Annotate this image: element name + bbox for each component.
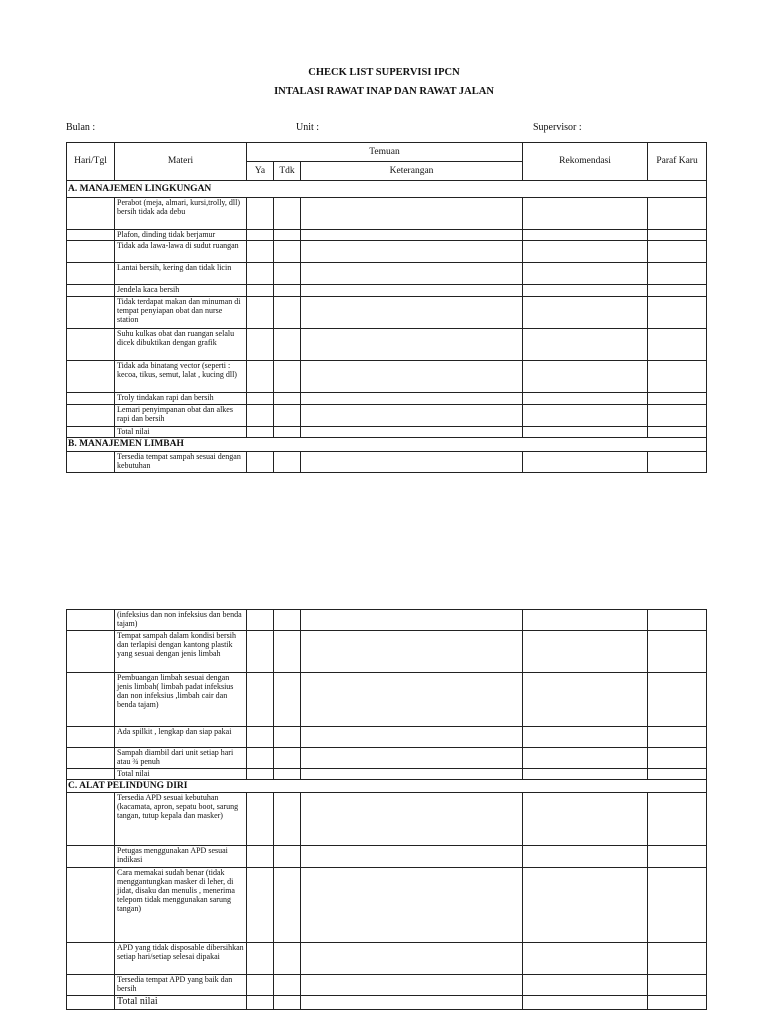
table-row: [67, 727, 707, 748]
bulan-label: Bulan :: [66, 122, 96, 133]
total-nilai-cell: Total nilai: [115, 427, 247, 438]
materi-cell: Pembuangan limbah sesuai dengan jenis limbah( limbah padat infeksius dan non infeksius ,limbah cair dan benda tajam): [115, 673, 247, 727]
table-row: [67, 230, 707, 241]
header-ya: Ya: [247, 162, 274, 181]
table-row: [67, 361, 707, 393]
checklist-table-page-1: [66, 142, 707, 473]
table-row: [67, 427, 707, 438]
table-row: [67, 452, 707, 473]
header-hari-tgl: Hari/Tgl: [67, 143, 115, 181]
table-row: [67, 610, 707, 631]
materi-cell: Tidak ada binatang vector (seperti : kecoa, tikus, semut, lalat , kucing dll): [115, 361, 247, 393]
materi-cell: Jendela kaca bersih: [115, 285, 247, 297]
checklist-table-page-2: [66, 609, 707, 1010]
table-row: [67, 198, 707, 230]
table-row: [67, 241, 707, 263]
materi-cell: (infeksius dan non infeksius dan benda tajam): [115, 610, 247, 631]
table-row: [67, 748, 707, 769]
table-row: [67, 297, 707, 329]
header-paraf-karu: Paraf Karu: [648, 143, 707, 181]
header-keterangan: Keterangan: [301, 162, 523, 181]
materi-cell: Sampah diambil dari unit setiap hari atau ¾ penuh: [115, 748, 247, 769]
unit-label: Unit :: [296, 122, 320, 133]
materi-cell: Petugas menggunakan APD sesuai indikasi: [115, 846, 247, 868]
table-row: [67, 263, 707, 285]
table-row: [67, 405, 707, 427]
table-row: [67, 868, 707, 943]
table-row: [67, 673, 707, 727]
materi-cell: Tempat sampah dalam kondisi bersih dan terlapisi dengan kantong plastik yang sesuai dengan jenis limbah: [115, 631, 247, 673]
materi-cell: Plafon, dinding tidak berjamur: [115, 230, 247, 241]
supervisor-label: Supervisor :: [533, 122, 582, 133]
materi-cell: Tersedia tempat sampah sesuai dengan kebutuhan: [115, 452, 247, 473]
header-rekomendasi: Rekomendasi: [523, 143, 648, 181]
materi-cell: Lantai bersih, kering dan tidak licin: [115, 263, 247, 285]
table-row: [67, 769, 707, 780]
table-row: [67, 793, 707, 846]
materi-cell: Ada spilkit , lengkap dan siap pakai: [115, 727, 247, 748]
materi-cell: Tidak terdapat makan dan minuman di tempat penyiapan obat dan nurse station: [115, 297, 247, 329]
table-row: [67, 975, 707, 996]
materi-cell: Lemari penyimpanan obat dan alkes rapi dan bersih: [115, 405, 247, 427]
table-row: [67, 393, 707, 405]
materi-cell: Tidak ada lawa-lawa di sudut ruangan: [115, 241, 247, 263]
materi-cell: Tersedia APD sesuai kebutuhan (kacamata, apron, sepatu boot, sarung tangan, tutup kepala dan masker): [115, 793, 247, 846]
materi-cell: Perabot (meja, almari, kursi,trolly, dll) bersih tidak ada debu: [115, 198, 247, 230]
materi-cell: APD yang tidak disposable dibersihkan setiap hari/setiap selesai dipakai: [115, 943, 247, 975]
document-title: CHECK LIST SUPERVISI IPCN: [308, 67, 460, 78]
header-materi: Materi: [115, 143, 247, 181]
section-a-heading: A. MANAJEMEN LINGKUNGAN: [67, 181, 707, 198]
header-temuan: Temuan: [247, 143, 523, 162]
table-row: [67, 285, 707, 297]
table-row: [67, 631, 707, 673]
materi-cell: Cara memakai sudah benar (tidak menggantungkan masker di leher, di jidat, disaku dan menulis , menerima telepom tidak menggunakan sarung tangan): [115, 868, 247, 943]
table-row: [67, 943, 707, 975]
total-nilai-cell: Total nilai: [115, 996, 247, 1010]
materi-cell: Tersedia tempat APD yang baik dan bersih: [115, 975, 247, 996]
total-nilai-cell: Total nilai: [115, 769, 247, 780]
materi-cell: Troly tindakan rapi dan bersih: [115, 393, 247, 405]
section-b-heading: B. MANAJEMEN LIMBAH: [67, 438, 707, 452]
section-c-heading: C. ALAT PELINDUNG DIRI: [67, 780, 707, 793]
materi-cell: Suhu kulkas obat dan ruangan selalu dicek dibuktikan dengan grafik: [115, 329, 247, 361]
header-tdk: Tdk: [274, 162, 301, 181]
document-subtitle: INTALASI RAWAT INAP DAN RAWAT JALAN: [274, 86, 494, 97]
table-row: [67, 329, 707, 361]
table-row: [67, 846, 707, 868]
table-row: [67, 996, 707, 1010]
